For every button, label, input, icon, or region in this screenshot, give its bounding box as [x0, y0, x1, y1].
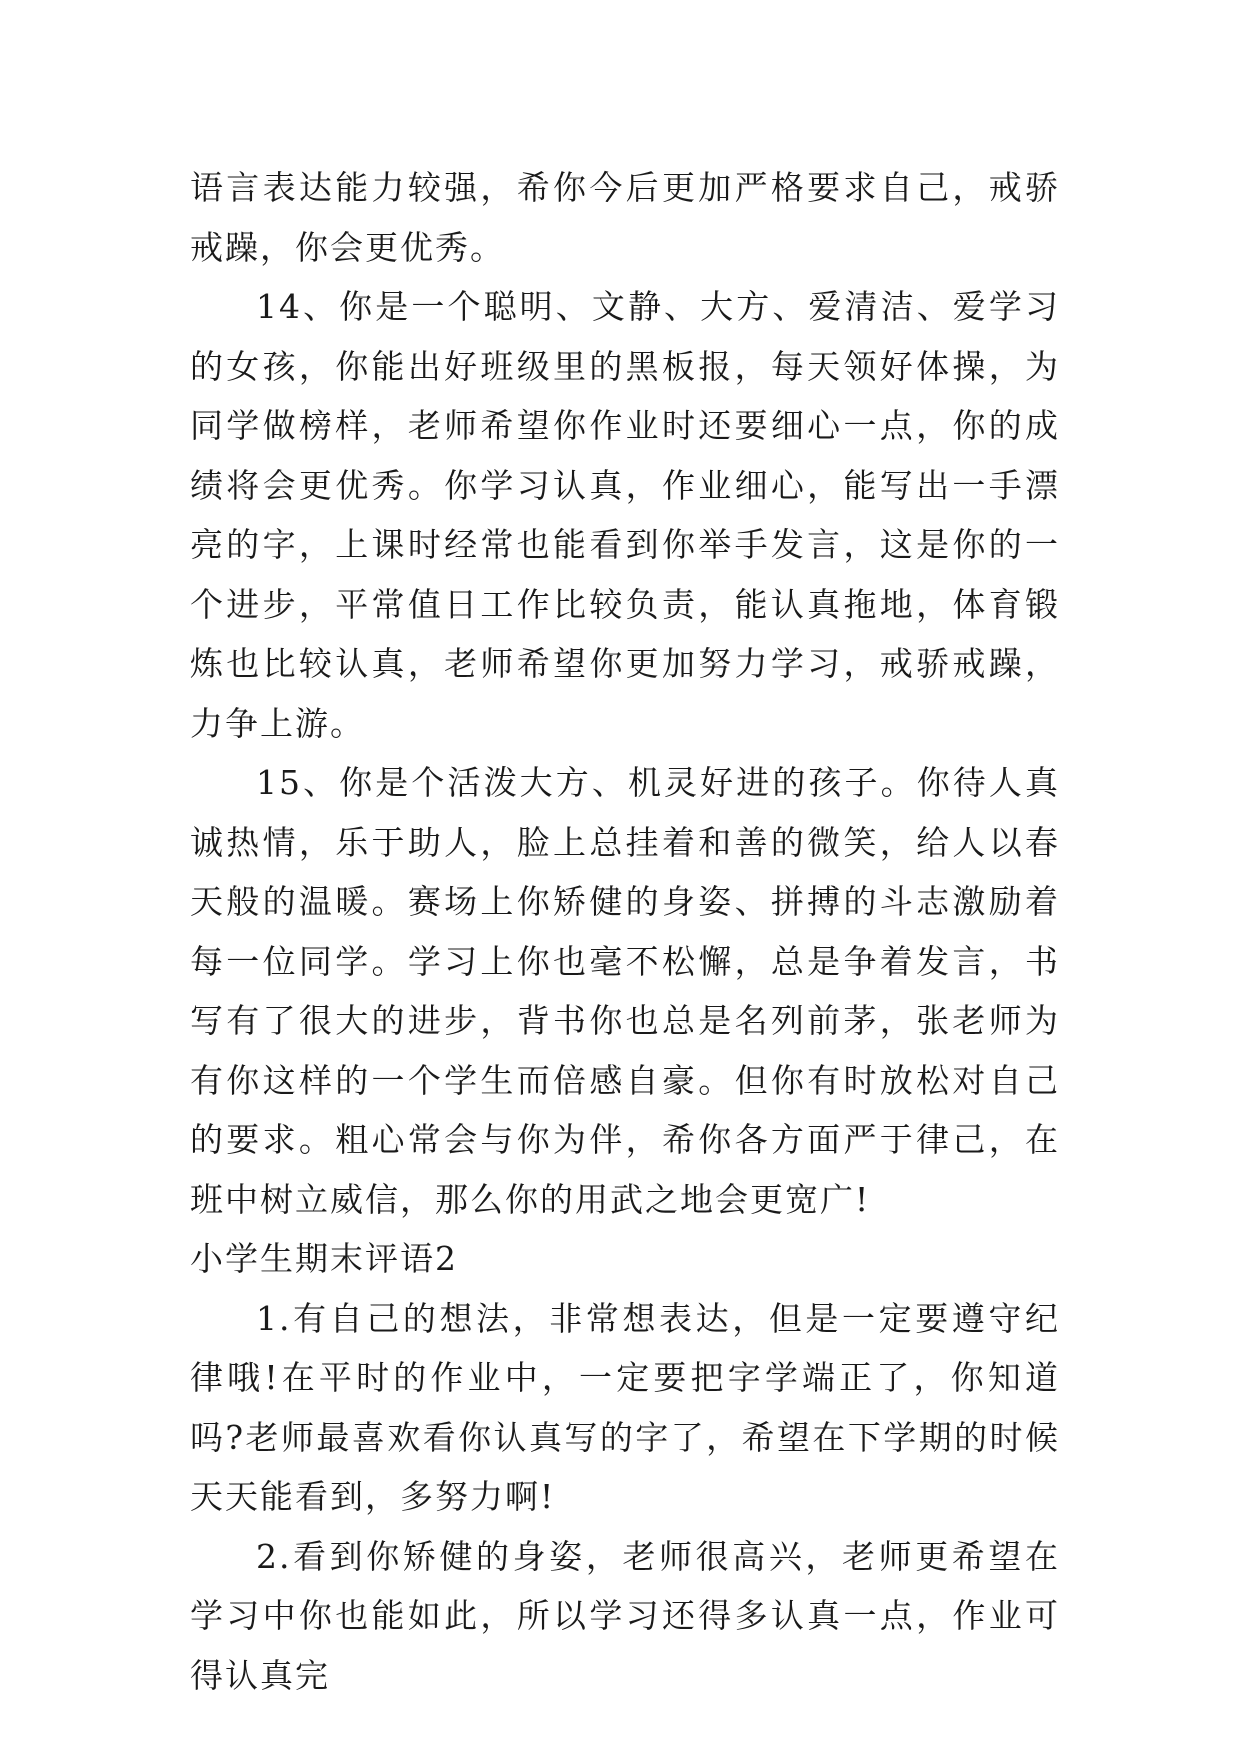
paragraph-15: 15、你是个活泼大方、机灵好进的孩子。你待人真诚热情，乐于助人，脸上总挂着和善的微笑，给人以春天般的温暖。赛场上你矫健的身姿、拼搏的斗志激励着每一位同学。学习上你也毫不松懈，总是争着发言，书写有了很大的进步，背书你也总是名列前茅，张老师为有你这样的一个学生而倍感自豪。但你有时放松对自己的要求。粗心常会与你为伴，希你各方面严于律己，在班中树立威信，那么你的用武之地会更宽广!	[190, 763, 1060, 1219]
paragraph-2: 2.看到你矫健的身姿，老师很高兴，老师更希望在学习中你也能如此，所以学习还得多认真一点，作业可得认真完	[190, 1536, 1060, 1695]
document-page	[190, 158, 1060, 1705]
paragraph-14: 14、你是一个聪明、文静、大方、爱清洁、爱学习的女孩，你能出好班级里的黑板报，每天领好体操，为同学做榜样，老师希望你作业时还要细心一点，你的成绩将会更优秀。你学习认真，作业细心，能写出一手漂亮的字，上课时经常也能看到你举手发言，这是你的一个进步，平常值日工作比较负责，能认真拖地，体育锻炼也比较认真，老师希望你更加努力学习，戒骄戒躁，力争上游。	[190, 287, 1060, 743]
paragraph-1: 1.有自己的想法，非常想表达，但是一定要遵守纪律哦!在平时的作业中，一定要把字学端正了，你知道吗?老师最喜欢看你认真写的字了，希望在下学期的时候天天能看到，多努力啊!	[190, 1298, 1060, 1516]
paragraph-continuation: 语言表达能力较强，希你今后更加严格要求自己，戒骄戒躁，你会更优秀。	[190, 168, 1060, 267]
section-heading: 小学生期末评语2	[190, 1239, 458, 1278]
